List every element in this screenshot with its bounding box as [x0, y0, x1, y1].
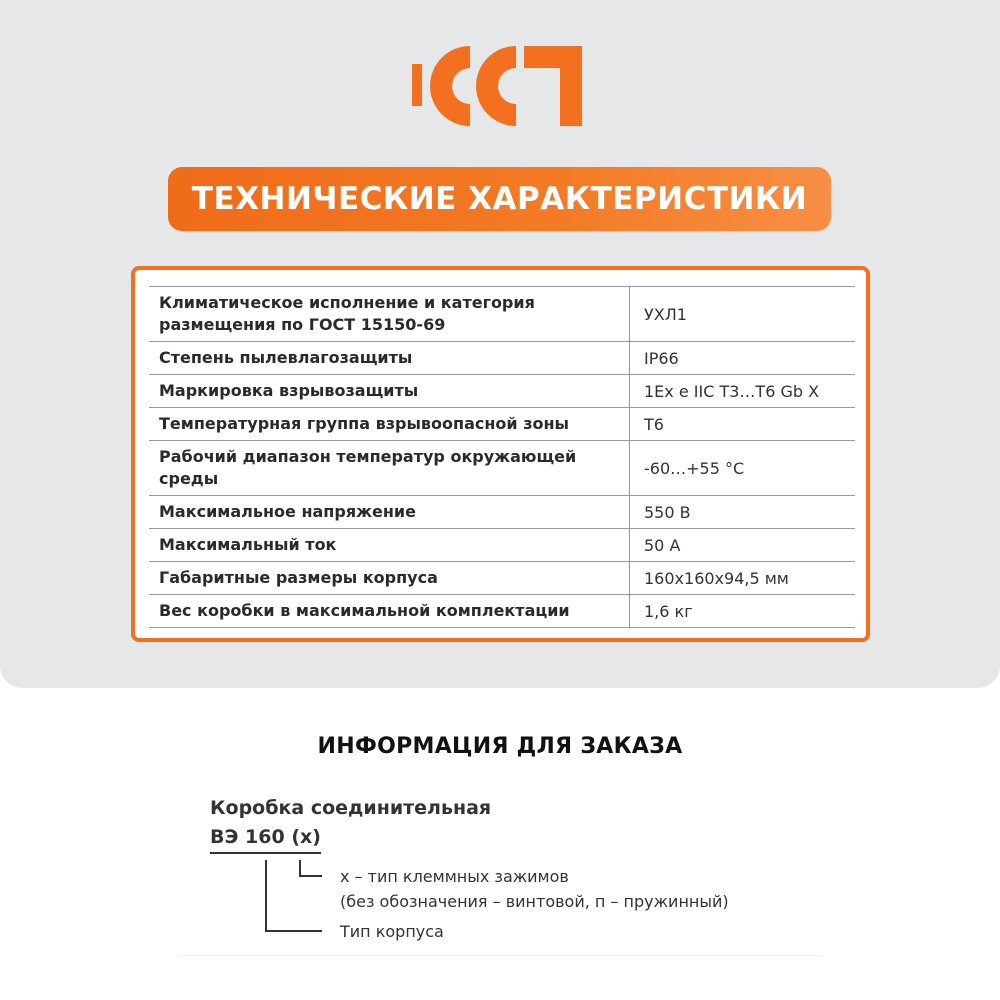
legend-x-line1: х – тип клеммных зажимов	[340, 867, 569, 886]
spec-param: Температурная группа взрывоопасной зоны	[149, 408, 630, 441]
table-row	[149, 529, 855, 562]
leader-x	[300, 860, 322, 876]
spec-param: Максимальное напряжение	[149, 496, 630, 529]
spec-table	[149, 286, 855, 628]
table-row	[149, 595, 855, 628]
legend-body: Тип корпуса	[340, 922, 444, 941]
spec-card	[131, 266, 870, 642]
legend-x-line2: (без обозначения – винтовой, п – пружинный)	[340, 892, 729, 911]
spec-value: 1,6 кг	[630, 595, 856, 628]
cci-logo	[412, 40, 588, 132]
product-code: ВЭ 160 (х)	[210, 826, 321, 848]
logo-c-second	[476, 46, 516, 126]
logo-bar-left	[412, 64, 422, 106]
table-row	[149, 287, 855, 342]
specs-title-banner	[168, 167, 831, 231]
spec-value: 1Ex e IIC T3…T6 Gb X	[630, 375, 856, 408]
table-row	[149, 408, 855, 441]
logo-i	[524, 46, 582, 126]
leader-body	[266, 860, 322, 931]
specs-title: ТЕХНИЧЕСКИЕ ХАРАКТЕРИСТИКИ	[191, 181, 808, 217]
spec-param: Вес коробки в максимальной комплектации	[149, 595, 630, 628]
table-row	[149, 441, 855, 496]
table-row	[149, 342, 855, 375]
spec-param: Максимальный ток	[149, 529, 630, 562]
order-info-title: ИНФОРМАЦИЯ ДЛЯ ЗАКАЗА	[317, 734, 683, 759]
spec-value: 160х160х94,5 мм	[630, 562, 856, 595]
table-row	[149, 562, 855, 595]
spec-param: Степень пылевлагозащиты	[149, 342, 630, 375]
spec-value: 50 А	[630, 529, 856, 562]
spec-value: IP66	[630, 342, 856, 375]
spec-value: УХЛ1	[630, 287, 856, 342]
spec-param: Маркировка взрывозащиты	[149, 375, 630, 408]
divider	[178, 955, 823, 956]
spec-param: Рабочий диапазон температур окружающей среды	[149, 441, 630, 496]
logo-c-first	[430, 46, 470, 126]
product-name: Коробка соединительная	[210, 797, 492, 819]
spec-value: 550 В	[630, 496, 856, 529]
table-row	[149, 496, 855, 529]
spec-value: -60…+55 °С	[630, 441, 856, 496]
spec-param: Габаритные размеры корпуса	[149, 562, 630, 595]
table-row	[149, 375, 855, 408]
spec-param: Климатическое исполнение и категория размещения по ГОСТ 15150-69	[149, 287, 630, 342]
spec-value: Т6	[630, 408, 856, 441]
